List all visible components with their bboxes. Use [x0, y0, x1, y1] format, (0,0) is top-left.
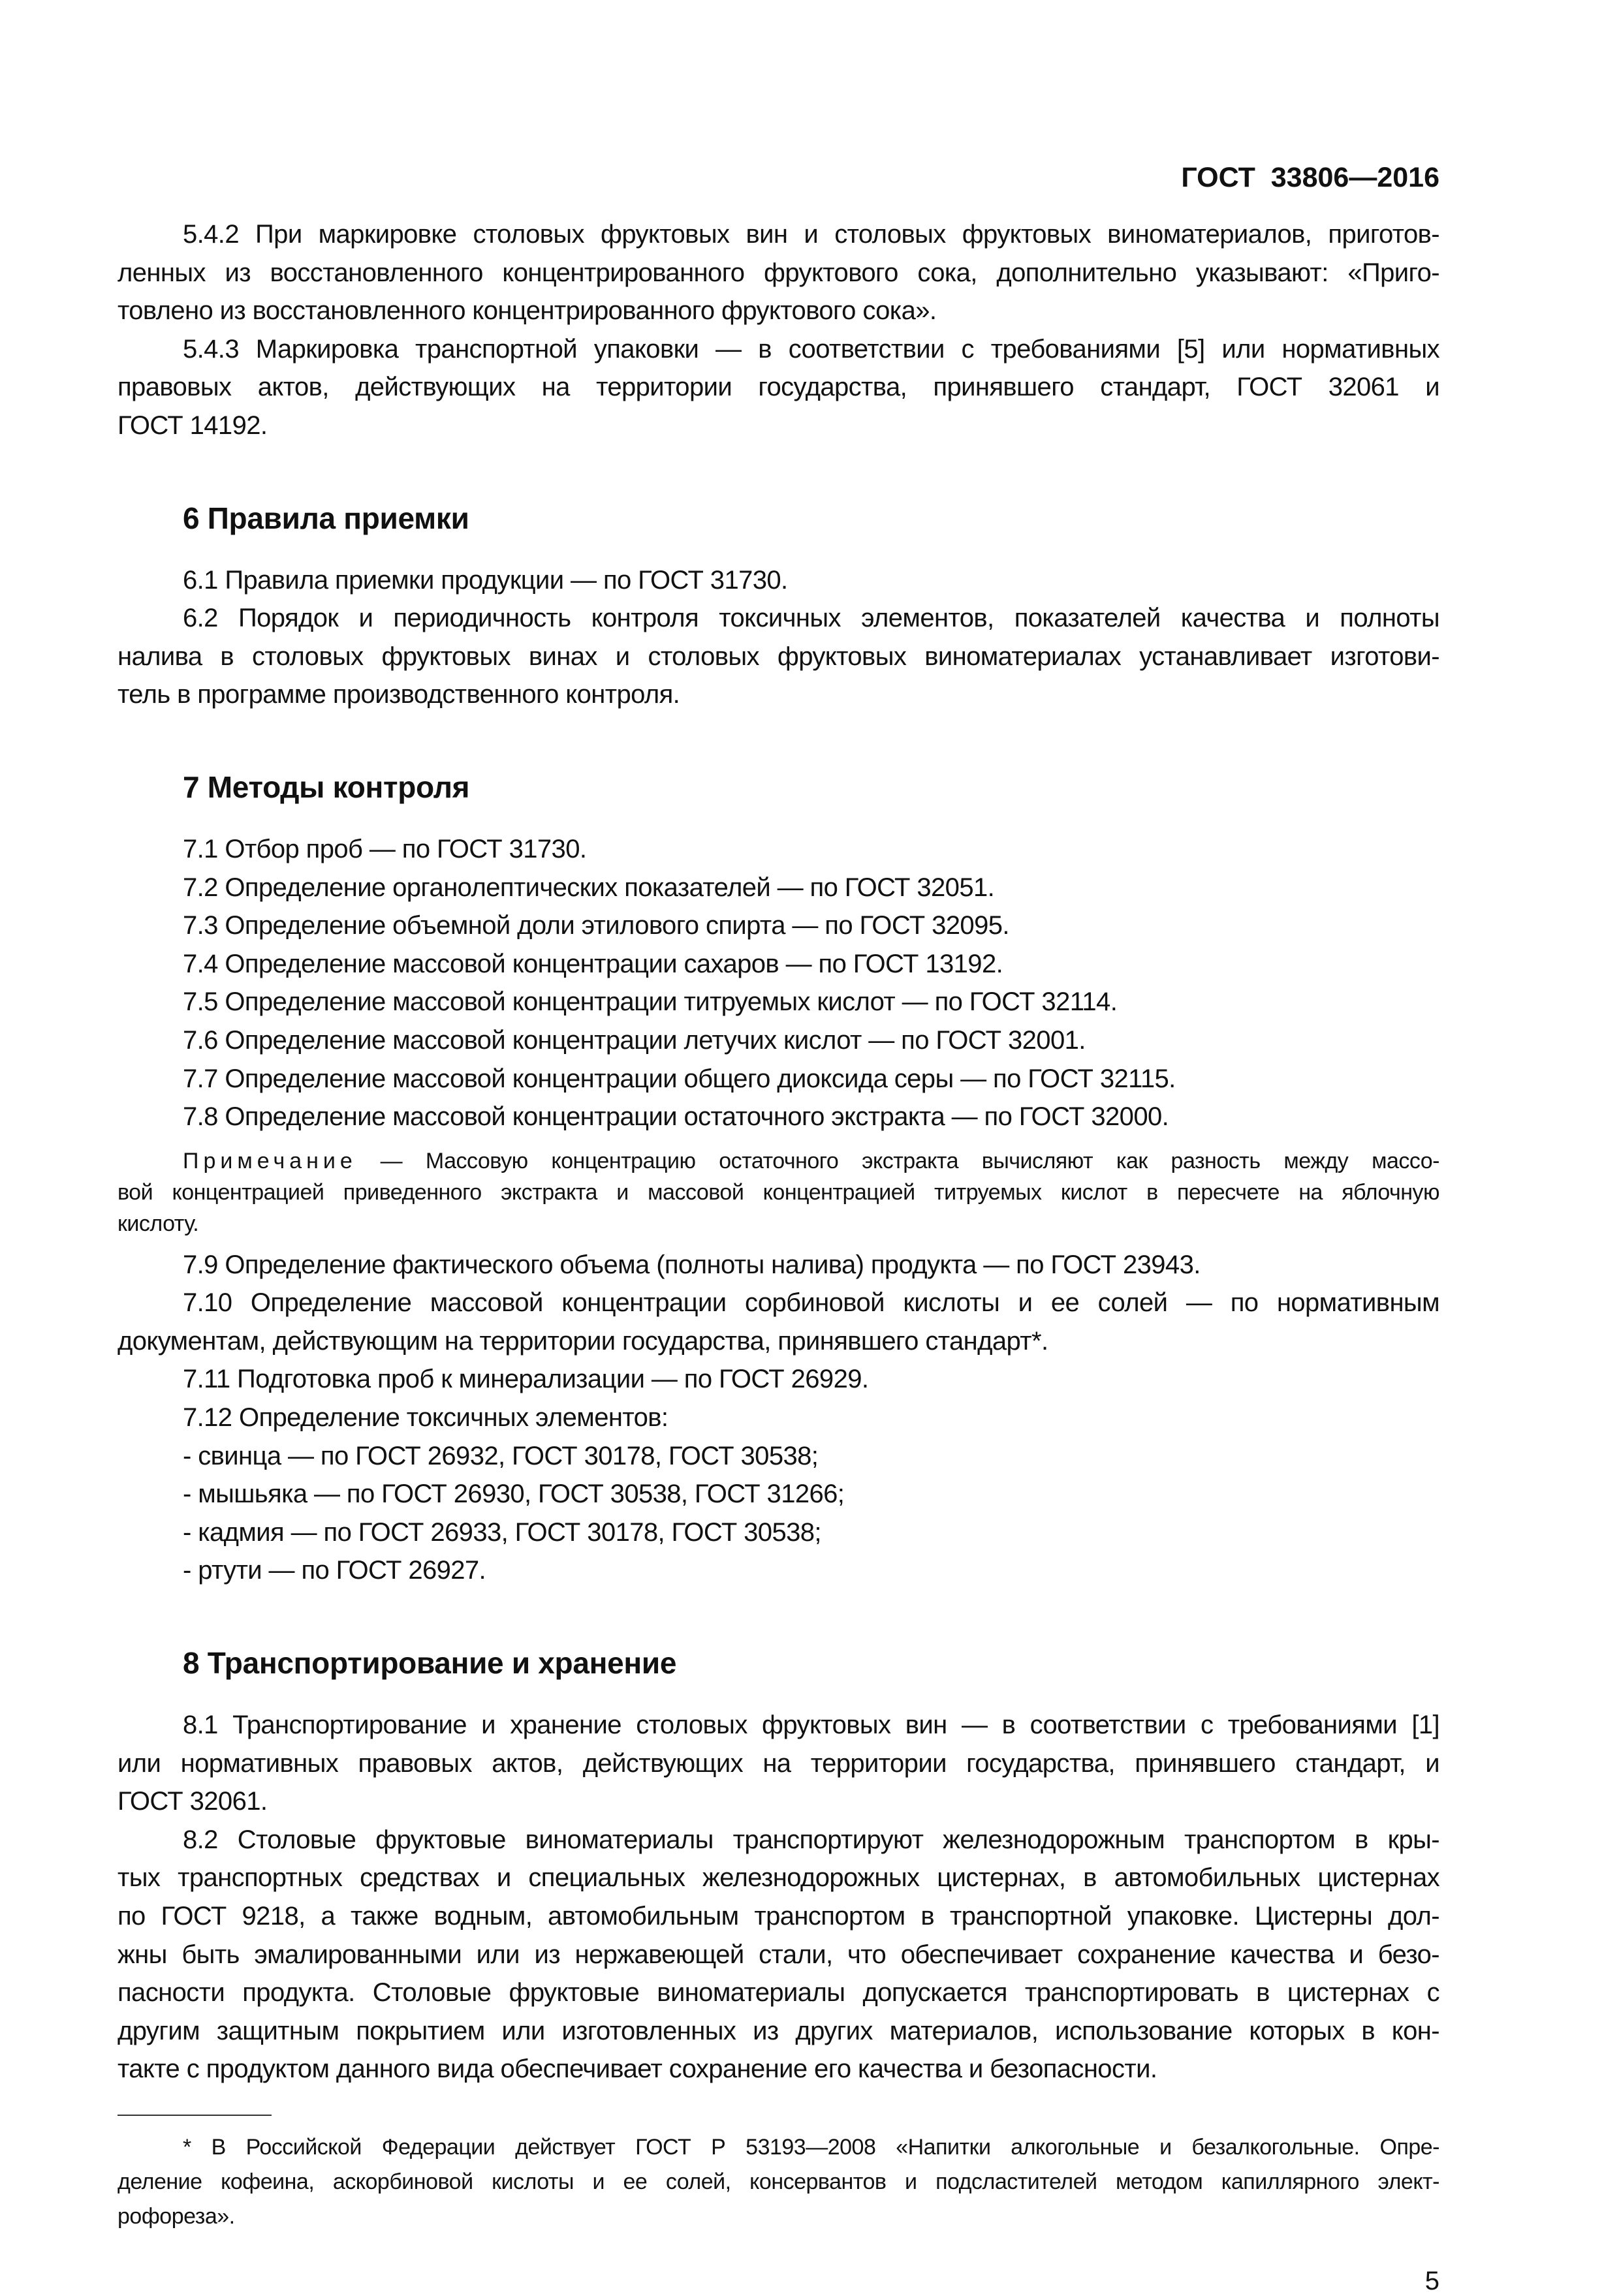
paragraph — [118, 1399, 1439, 1437]
section-heading: 8 Транспортирование и хранение — [183, 1646, 677, 1681]
paragraph — [118, 869, 1439, 907]
text-line: 5.4.2 При маркировке столовых фруктовых вин и столовых фруктовых виноматериалов, приготов- — [183, 220, 1439, 249]
text-line: - ртути — по ГОСТ 26927. — [183, 1556, 486, 1585]
text-line: - мышьяка — по ГОСТ 26930, ГОСТ 30538, ГОСТ 31266; — [183, 1480, 845, 1509]
text-line: 7.8 Определение массовой концентрации остаточного экстракта — по ГОСТ 32000. — [183, 1102, 1169, 1132]
text-line: * В Российской Федерации действует ГОСТ Р 53193—2008 «Напитки алкогольные и безалкогольные. Опре- — [183, 2134, 1439, 2160]
text-line: вой концентрацией приведенного экстракта и массовой концентрацией титруемых кислот в пересчете на яблочную — [118, 1179, 1439, 1205]
paragraph — [118, 1475, 1439, 1513]
paragraph — [118, 1551, 1439, 1590]
paragraph — [118, 215, 1439, 330]
section-heading: 7 Методы контроля — [183, 769, 470, 804]
footnote-divider — [118, 2115, 272, 2116]
page-number: 5 — [1424, 2266, 1439, 2295]
text-line: 7.1 Отбор проб — по ГОСТ 31730. — [183, 834, 587, 863]
text-line: правовых актов, действующих на территории государства, принявшего стандарт, ГОСТ 32061 и — [118, 373, 1439, 402]
text-line: 7.4 Определение массовой концентрации сахаров — по ГОСТ 13192. — [183, 949, 1003, 978]
text-line: 7.6 Определение массовой концентрации летучих кислот — по ГОСТ 32001. — [183, 1025, 1086, 1055]
text-line: 7.5 Определение массовой концентрации титруемых кислот — по ГОСТ 32114. — [183, 987, 1118, 1017]
text-line: 6.1 Правила приемки продукции — по ГОСТ 31730. — [183, 565, 788, 595]
paragraph — [118, 907, 1439, 945]
paragraph — [118, 1437, 1439, 1476]
paragraph — [118, 1284, 1439, 1360]
text-line: тых транспортных средствах и специальных железнодорожных цистернах, в автомобильных цистернах — [118, 1863, 1439, 1893]
text-line: 7.12 Определение токсичных элементов: — [183, 1403, 668, 1433]
footnote — [118, 2130, 1439, 2234]
note-label: Примечание — [183, 1148, 357, 1173]
text-line: 7.10 Определение массовой концентрации сорбиновой кислоты и ее солей — по нормативным — [183, 1288, 1439, 1318]
paragraph — [118, 1098, 1439, 1136]
text-line: 7.7 Определение массовой концентрации общего диоксида серы — по ГОСТ 32115. — [183, 1064, 1176, 1093]
text-line: жны быть эмалированными или из нержавеющей стали, что обеспечивает сохранение качества и безо- — [118, 1940, 1439, 1969]
paragraph — [118, 945, 1439, 984]
paragraph — [118, 1513, 1439, 1552]
text-line: 5.4.3 Маркировка транспортной упаковки — в соответствии с требованиями [5] или нормативных — [183, 334, 1439, 364]
text-line: кислоту. — [118, 1211, 199, 1236]
paragraph — [118, 1360, 1439, 1399]
text-line: 6.2 Порядок и периодичность контроля токсичных элементов, показателей качества и полноты — [183, 604, 1439, 633]
paragraph — [118, 330, 1439, 445]
text-line: документам, действующим на территории государства, принявшего стандарт*. — [118, 1326, 1048, 1356]
text-line: 7.11 Подготовка проб к минерализации — по ГОСТ 26929. — [183, 1365, 869, 1394]
text-line: ленных из восстановленного концентрированного фруктового сока, дополнительно указывают: «Приго- — [118, 258, 1439, 287]
document-header: ГОСТ 33806—2016 — [1181, 162, 1439, 193]
paragraph — [118, 983, 1439, 1021]
text-line: 7.9 Определение фактического объема (полноты налива) продукта — по ГОСТ 23943. — [183, 1250, 1201, 1279]
note-paragraph — [118, 1145, 1439, 1239]
text-line: ГОСТ 32061. — [118, 1787, 268, 1816]
text-line: - кадмия — по ГОСТ 26933, ГОСТ 30178, ГОСТ 30538; — [183, 1517, 821, 1547]
text-line: такте с продуктом данного вида обеспечивает сохранение его качества и безопасности. — [118, 2055, 1157, 2084]
paragraph — [118, 1246, 1439, 1284]
document-body — [118, 215, 1439, 2088]
text-line: 8.1 Транспортирование и хранение столовых фруктовых вин — в соответствии с требованиями [1] — [183, 1711, 1439, 1740]
paragraph — [118, 599, 1439, 714]
paragraph — [118, 1706, 1439, 1821]
text-line: рофореза». — [118, 2203, 235, 2229]
text-line: пасности продукта. Столовые фруктовые виноматериалы допускается транспортировать в цистернах с — [118, 1978, 1439, 2008]
text-line: 7.3 Определение объемной доли этилового спирта — по ГОСТ 32095. — [183, 911, 1009, 940]
text-line: или нормативных правовых актов, действующих на территории государства, принявшего стандарт, и — [118, 1748, 1439, 1778]
text-line: деление кофеина, аскорбиновой кислоты и ее солей, консервантов и подсластителей методом капиллярного элект- — [118, 2169, 1439, 2194]
text-line — [118, 1145, 1439, 1177]
text-line: товлено из восстановленного концентрированного фруктового сока». — [118, 296, 937, 326]
text-line: - свинца — по ГОСТ 26932, ГОСТ 30178, ГОСТ 30538; — [183, 1441, 819, 1470]
text-line: 7.2 Определение органолептических показателей — по ГОСТ 32051. — [183, 873, 995, 902]
text-line: другим защитным покрытием или изготовленных из других материалов, использование которых в кон- — [118, 2016, 1439, 2045]
section-heading: 6 Правила приемки — [183, 501, 469, 535]
paragraph — [118, 830, 1439, 869]
paragraph — [118, 561, 1439, 600]
paragraph — [118, 1060, 1439, 1098]
text-line: ГОСТ 14192. — [118, 411, 268, 440]
paragraph — [118, 1021, 1439, 1060]
text-line: по ГОСТ 9218, а также водным, автомобильным транспортом в транспортной упаковке. Цистерны дол- — [118, 1902, 1439, 1931]
text-line: налива в столовых фруктовых винах и столовых фруктовых виноматериалах устанавливает изготови- — [118, 642, 1439, 671]
paragraph — [118, 1821, 1439, 2088]
text-line: 8.2 Столовые фруктовые виноматериалы транспортируют железнодорожным транспортом в кры- — [183, 1825, 1439, 1854]
text-line: тель в программе производственного контроля. — [118, 680, 680, 709]
note-text: — Массовую концентрацию остаточного экстракта вычисляют как разность между массо- — [356, 1148, 1439, 1173]
